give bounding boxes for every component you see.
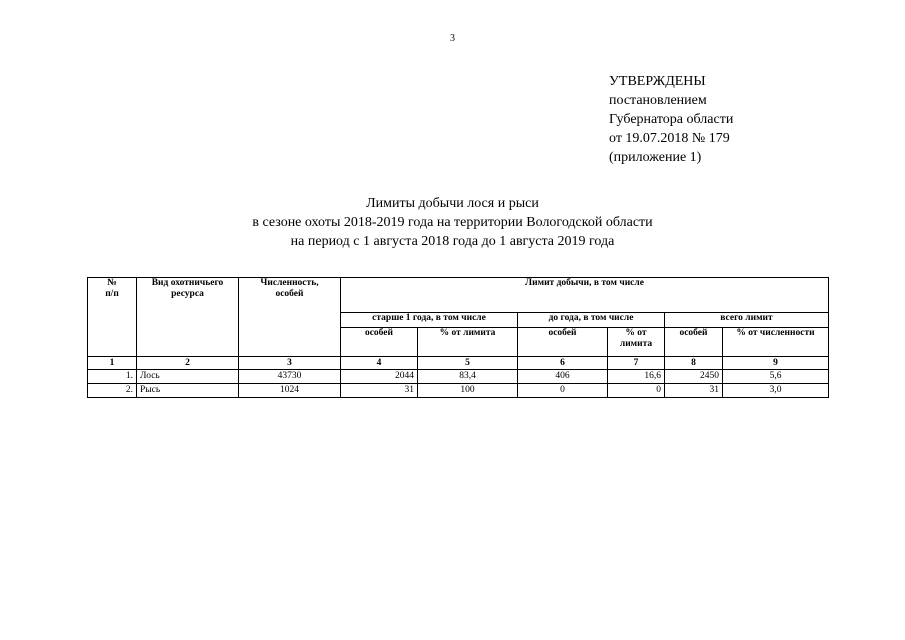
column-number: 2 — [137, 357, 239, 370]
header-num — [88, 278, 137, 357]
table-header — [88, 278, 829, 370]
row-total-count: 31 — [665, 384, 723, 398]
column-number: 5 — [418, 357, 518, 370]
row-num: 2. — [88, 384, 137, 398]
approval-line-date-number: от 19.07.2018 № 179 — [609, 131, 730, 146]
column-number: 7 — [608, 357, 665, 370]
header-resource-text: Вид охотничьего ресурса — [151, 278, 224, 299]
row-younger-count: 0 — [518, 384, 608, 398]
header-older-pct: % от лимита — [418, 328, 518, 357]
document-title — [0, 194, 905, 251]
table-row — [88, 370, 829, 384]
approval-line-approved: УТВЕРЖДЕНЫ — [609, 74, 706, 89]
row-younger-pct: 0 — [608, 384, 665, 398]
table-body — [88, 370, 829, 398]
column-number: 8 — [665, 357, 723, 370]
approval-line-appendix: (приложение 1) — [609, 150, 702, 165]
column-number: 3 — [239, 357, 341, 370]
header-younger: до года, в том числе — [518, 313, 665, 328]
header-population-text: Численность, особей — [260, 278, 319, 299]
header-total: всего лимит — [665, 313, 829, 328]
page-number: 3 — [450, 33, 455, 44]
header-older-count: особей — [341, 328, 418, 357]
header-younger-pct-text: % от лимита — [619, 328, 653, 349]
row-num: 1. — [88, 370, 137, 384]
row-older-count: 2044 — [341, 370, 418, 384]
row-population: 1024 — [239, 384, 341, 398]
header-younger-pct — [608, 328, 665, 357]
title-line-2: в сезоне охоты 2018-2019 года на территории Вологодской области — [252, 215, 653, 230]
header-younger-count: особей — [518, 328, 608, 357]
header-limit: Лимит добычи, в том числе — [341, 278, 829, 313]
column-number: 1 — [88, 357, 137, 370]
table-row — [88, 384, 829, 398]
row-population: 43730 — [239, 370, 341, 384]
column-number-row — [88, 357, 829, 370]
limits-table — [87, 277, 829, 398]
header-older: старше 1 года, в том числе — [341, 313, 518, 328]
row-total-pct: 3,0 — [723, 384, 829, 398]
row-total-pct: 5,6 — [723, 370, 829, 384]
header-total-count: особей — [665, 328, 723, 357]
row-older-count: 31 — [341, 384, 418, 398]
row-older-pct: 83,4 — [418, 370, 518, 384]
column-number: 9 — [723, 357, 829, 370]
row-older-pct: 100 — [418, 384, 518, 398]
title-line-3: на период с 1 августа 2018 года до 1 августа 2019 года — [290, 234, 615, 249]
row-younger-count: 406 — [518, 370, 608, 384]
header-total-pct: % от численности — [723, 328, 829, 357]
row-resource: Рысь — [137, 384, 239, 398]
approval-line-governor: Губернатора области — [609, 112, 734, 127]
approval-line-resolution: постановлением — [609, 93, 707, 108]
row-younger-pct: 16,6 — [608, 370, 665, 384]
title-line-1: Лимиты добычи лося и рыси — [366, 196, 539, 211]
header-num-text: № п/п — [105, 278, 119, 299]
header-population — [239, 278, 341, 357]
header-resource — [137, 278, 239, 357]
column-number: 4 — [341, 357, 418, 370]
approval-stamp — [609, 72, 733, 167]
row-resource: Лось — [137, 370, 239, 384]
row-total-count: 2450 — [665, 370, 723, 384]
column-number: 6 — [518, 357, 608, 370]
